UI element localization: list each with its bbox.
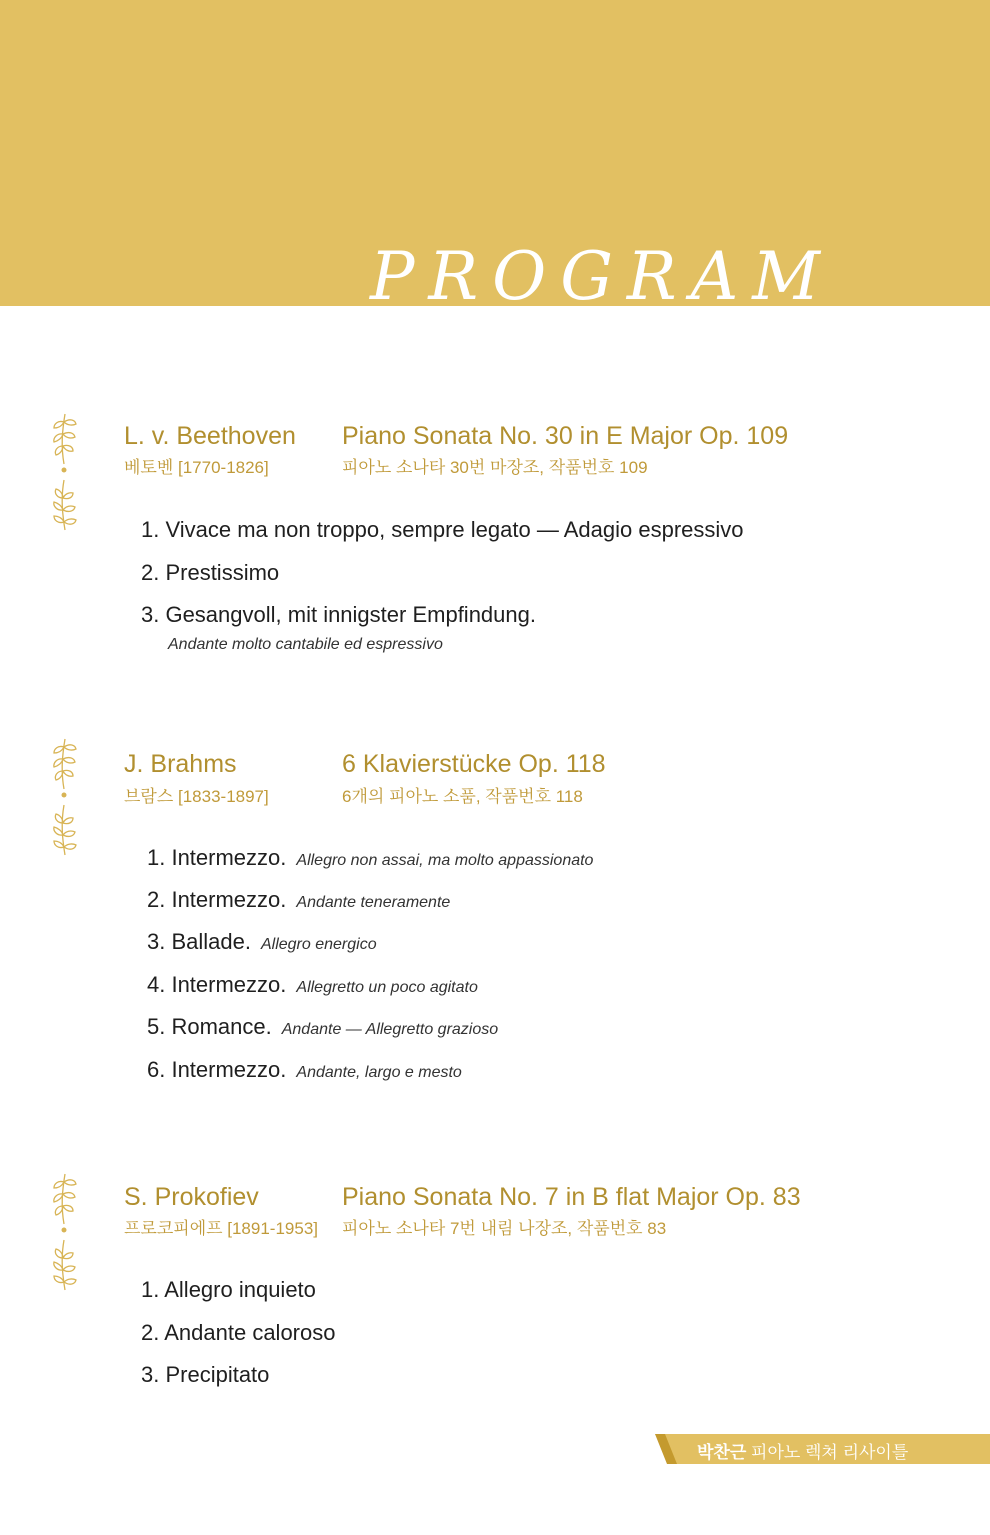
piece-title: Piano Sonata No. 7 in B flat Major Op. 83	[342, 1183, 801, 1211]
recital-subtitle: 피아노 렉쳐 리사이틀	[751, 1443, 909, 1462]
movement-title: 2. Andante caloroso	[141, 1320, 336, 1345]
page-title: PROGRAM	[370, 238, 834, 306]
movement-title: 1. Intermezzo.	[147, 845, 287, 870]
movement-title: 2. Prestissimo	[141, 560, 280, 585]
movement-item	[141, 602, 536, 628]
movement-title: 5. Romance.	[147, 1014, 272, 1039]
movement-tempo: Allegro energico	[260, 936, 377, 953]
movement-tempo: Andante teneramente	[296, 894, 451, 911]
piece-title-korean: 6개의 피아노 소품, 작품번호 118	[342, 787, 583, 806]
movement-item	[141, 517, 744, 543]
laurel-ornament-icon	[48, 412, 82, 532]
movement-item	[141, 1362, 269, 1388]
performer-name: 박찬근	[697, 1443, 747, 1462]
movement-title: 3. Gesangvoll, mit innigster Empfindung.	[141, 602, 536, 627]
movement-item	[141, 1320, 335, 1346]
movement-tempo: Andante, largo e mesto	[296, 1064, 462, 1081]
movement-title: 1. Vivace ma non troppo, sempre legato — Adagio espressivo	[141, 517, 744, 542]
movement-item	[147, 887, 450, 913]
composer-name-korean: 프로코피에프 [1891-1953]	[124, 1219, 318, 1238]
movement-item	[141, 1277, 316, 1303]
footer-label	[697, 1438, 908, 1463]
movement-tempo: Allegretto un poco agitato	[296, 979, 478, 996]
movement-tempo: Andante molto cantabile ed espressivo	[168, 636, 443, 653]
piece-title-korean: 피아노 소나타 7번 내림 나장조, 작품번호 83	[342, 1219, 667, 1238]
movement-tempo: Allegro non assai, ma molto appassionato	[296, 852, 594, 869]
composer-name-korean: 브람스 [1833-1897]	[124, 787, 269, 806]
movement-title: 1. Allegro inquieto	[141, 1277, 316, 1302]
laurel-ornament-icon	[48, 1172, 82, 1292]
movement-item	[141, 560, 279, 586]
movement-tempo: Andante — Allegretto grazioso	[281, 1021, 499, 1038]
movement-title: 3. Ballade.	[147, 929, 251, 954]
composer-name: J. Brahms	[124, 750, 237, 778]
piece-title: 6 Klavierstücke Op. 118	[342, 750, 606, 778]
laurel-ornament-icon	[48, 737, 82, 857]
composer-name: S. Prokofiev	[124, 1183, 259, 1211]
movement-item	[147, 972, 478, 998]
movement-item	[147, 1057, 462, 1083]
movement-item	[147, 929, 377, 955]
piece-title-korean: 피아노 소나타 30번 마장조, 작품번호 109	[342, 458, 648, 477]
piece-title: Piano Sonata No. 30 in E Major Op. 109	[342, 422, 789, 450]
movement-title: 3. Precipitato	[141, 1362, 270, 1387]
movement-title: 6. Intermezzo.	[147, 1057, 287, 1082]
movement-title: 2. Intermezzo.	[147, 887, 287, 912]
movement-item	[147, 845, 593, 871]
composer-name: L. v. Beethoven	[124, 422, 296, 450]
header-band	[0, 0, 990, 306]
movement-item	[147, 1014, 498, 1040]
composer-name-korean: 베토벤 [1770-1826]	[124, 458, 269, 477]
movement-title: 4. Intermezzo.	[147, 972, 287, 997]
